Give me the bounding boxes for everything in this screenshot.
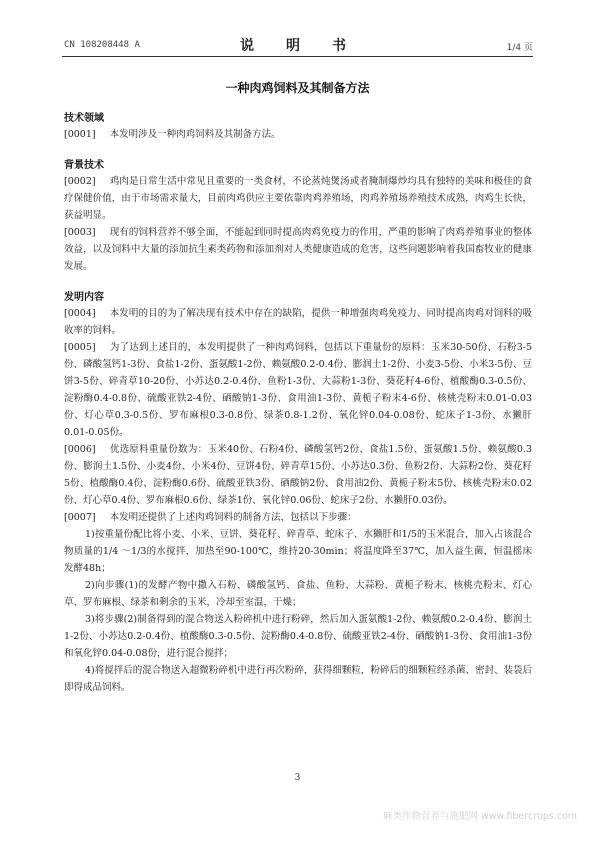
paragraph-text: 现有的饲料营养不够全面，不能起到同时提高肉鸡免疫力的作用，严重的影响了肉鸡养殖事业的整体效益，以及饲料中大量的添加抗生素类药物和添加剂对人类健康造成的危害，这些问题影响着我国畜牧业的健康发展。 bbox=[64, 227, 532, 272]
numbered-paragraph bbox=[64, 126, 532, 143]
page-number: 3 bbox=[294, 773, 301, 783]
page-indicator: 1/4 页 bbox=[506, 43, 533, 53]
numbered-paragraph bbox=[64, 339, 532, 441]
numbered-paragraph bbox=[64, 441, 532, 509]
numbered-paragraph bbox=[64, 173, 532, 224]
paragraph-text: 本发明的目的为了解决现有技术中存在的缺陷，提供一种增强肉鸡免疫力、同时提高肉鸡对饲料的吸收率的饲料。 bbox=[64, 308, 532, 336]
paragraph-text: 优选原料重量份数为：玉米40份、石粉4份、磷酸氢钙2份、食盐1.5份、蛋氨酸1.5份、赖氨酸0.3份、膨润土1.5份、小麦4份、小米4份、豆饼4份、碎青草15份、小苏达0.3份、鱼粉2份、大蒜粉2份、葵花籽5份、植酸酶0.4份、淀粉酶0.6份、硫酸亚铁3份、硒酸钠2份、食用油2份、黄栀子粉末5份、核桃壳粉末0.02份、灯心草0.4份、罗布麻根0.6份、绿茶1份、氧化锌0.06份、蛇床子2份、水獭肝0.03份。 bbox=[64, 444, 532, 506]
step-paragraph bbox=[64, 577, 532, 611]
section-heading: 发明内容 bbox=[64, 292, 104, 303]
paragraph-text: 4)将搅拌后的混合物送入超微粉碎机中进行再次粉碎，获得细颗粒，粉碎后的细颗粒经杀菌、密封、装袋后即得成品饲料。 bbox=[64, 665, 532, 693]
document-title: 一种肉鸡饲料及其制备方法 bbox=[225, 81, 370, 95]
numbered-paragraph bbox=[64, 305, 532, 339]
site-watermark: 麻类作物营养与施肥网 www.fibercrops.com bbox=[382, 811, 577, 822]
paragraph-text: 鸡肉是日常生活中常见且重要的一类食材，不论蒸炖煲汤或者腌制爆炒均具有独特的美味和极佳的食疗保健价值，由于市场需求量大，目前肉鸡供应主要依靠肉鸡养殖场，肉鸡养殖场养殖技术成熟，肉鸡生长快，获益明显。 bbox=[64, 176, 532, 221]
header-divider bbox=[62, 56, 533, 57]
section-heading: 背景技术 bbox=[64, 160, 104, 171]
paragraph-number: [0006] bbox=[64, 444, 96, 455]
paragraph-text: 本发明涉及一种肉鸡饲料及其制备方法。 bbox=[109, 129, 281, 140]
paragraph-number: [0005] bbox=[64, 342, 96, 353]
numbered-paragraph bbox=[64, 224, 532, 275]
paragraph-number: [0002] bbox=[64, 176, 96, 187]
document-body bbox=[64, 96, 532, 696]
paragraph-text: 3)将步骤(2)制备得到的混合物送入粉碎机中进行粉碎，然后加入蛋氨酸1-2份、赖氨酸0.2-0.4份、膨润土1-2份、小苏达0.2-0.4份、植酸酶0.3-0.5份、淀粉酶0.4-0.8份、硫酸亚铁2-4份、硒酸钠1-3份、食用油1-3份和氧化锌0.04-0.08份，进行混合搅拌； bbox=[64, 614, 532, 659]
paragraph-text: 2)向步骤(1)的发酵产物中撒入石粉、磷酸氢钙、食盐、鱼粉、大蒜粉、黄栀子粉末、核桃壳粉末、灯心草、罗布麻根、绿茶和剩余的玉米，冷却至室温，干燥； bbox=[64, 580, 532, 608]
step-paragraph bbox=[64, 611, 532, 662]
paragraph-number: [0007] bbox=[64, 512, 96, 523]
document-id: CN 108208448 A bbox=[64, 40, 140, 50]
numbered-paragraph bbox=[64, 509, 532, 526]
document-type-heading: 说 明 书 bbox=[240, 38, 355, 54]
paragraph-text: 1)按重量份配比将小麦、小米、豆饼、葵花籽、碎青草、蛇床子、水獭肝和1/5的玉米混合，加入占该混合物质量的1/4 ～1/3的水搅拌，加热至90-100℃，维持20-30min；将温度降至37℃，加入益生菌，恒温摇床发酵48h； bbox=[64, 529, 532, 574]
paragraph-number: [0004] bbox=[64, 308, 96, 319]
paragraph-number: [0001] bbox=[64, 129, 96, 140]
paragraph-text: 本发明还提供了上述肉鸡饲料的制备方法，包括以下步骤： bbox=[109, 512, 357, 523]
step-paragraph bbox=[64, 526, 532, 577]
paragraph-text: 为了达到上述目的，本发明提供了一种肉鸡饲料，包括以下重量份的原料：玉米30-50份、石粉3-5份、磷酸氢钙1-3份、食盐1-2份、蛋氨酸1-2份、赖氨酸0.2-0.4份、膨润土1-2份、小麦3-5份、小米3-5份、豆饼3-5份、碎青草10-20份、小苏达0.2-0.4份、鱼粉1-3份、大蒜粉1-3份、葵花籽4-6份、植酸酶0.3-0.5份、淀粉酶0.4-0.8份、硫酸亚铁2-4份、硒酸钠1-3份、食用油1-3份、黄栀子粉末4-6份、核桃壳粉末0.01-0.03份、灯心草0.3-0.5份、罗布麻根0.3-0.8份、绿茶0.8-1.2份、氧化锌0.04-0.08份、蛇床子1-3份、水獭肝0.01-0.05份。 bbox=[64, 342, 532, 438]
step-paragraph bbox=[64, 662, 532, 696]
section-heading: 技术领域 bbox=[64, 113, 104, 124]
paragraph-number: [0003] bbox=[64, 227, 96, 238]
